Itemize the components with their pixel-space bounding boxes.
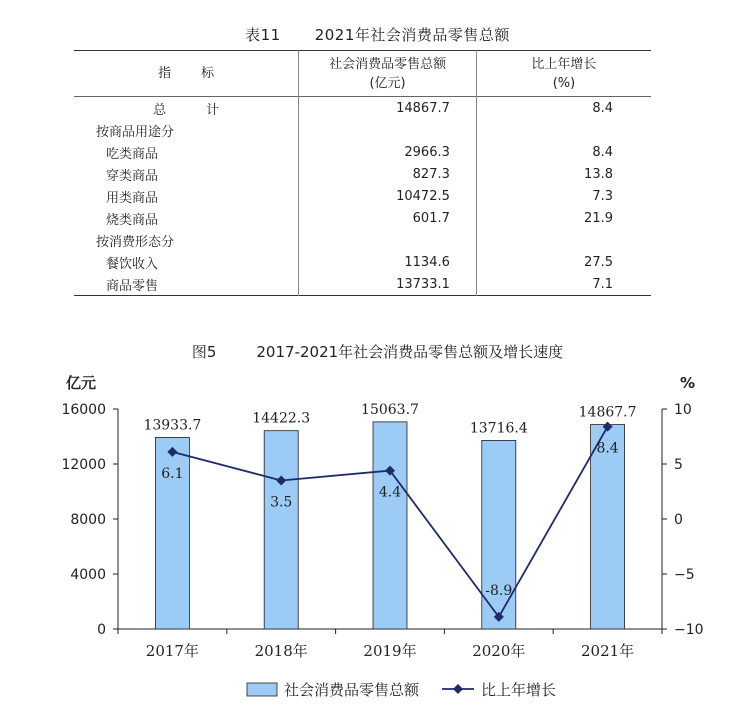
- table-caption: [0, 24, 755, 45]
- legend-line-marker: [453, 684, 463, 694]
- right-tick-label: 0: [674, 512, 683, 528]
- table-row: [74, 251, 651, 273]
- row-label: 商品零售: [106, 278, 159, 294]
- legend-bar-label: 社会消费品零售总额: [284, 681, 420, 699]
- legend-bar-swatch: [247, 683, 277, 696]
- figure-caption-number: 图5: [191, 343, 217, 361]
- row-label: 按消费形态分: [96, 234, 175, 250]
- row-sales-value: 827.3: [299, 163, 477, 185]
- left-tick-label: 8000: [70, 512, 106, 528]
- table-caption-title: 2021年社会消费品零售总额: [314, 26, 510, 44]
- growth-value-label: -8.9: [485, 582, 513, 599]
- table-row: [74, 185, 651, 207]
- header-total-sales-title: 社会消费品零售总额: [329, 56, 447, 72]
- row-growth-value: 13.8: [476, 163, 651, 185]
- table-row: [74, 97, 651, 120]
- row-label: 按商品用途分: [96, 124, 175, 140]
- row-growth-value: [476, 229, 651, 251]
- x-tick-label: 2021年: [581, 642, 635, 660]
- table-header-row: [74, 51, 651, 97]
- left-tick-label: 12000: [61, 457, 106, 473]
- header-growth-title: 比上年增长: [531, 56, 597, 72]
- growth-value-label: 8.4: [596, 440, 619, 457]
- row-label: 餐饮收入: [106, 256, 159, 272]
- right-tick-label: 10: [674, 402, 692, 418]
- row-growth-value: 7.1: [476, 273, 651, 296]
- header-total-sales: [299, 51, 477, 97]
- row-sales-value: 14867.7: [299, 97, 477, 120]
- left-tick-label: 4000: [70, 567, 106, 583]
- table-row: [74, 163, 651, 185]
- left-tick-label: 0: [97, 622, 106, 638]
- row-sales-value: 2966.3: [299, 141, 477, 163]
- right-tick-label: −5: [674, 567, 695, 583]
- row-sales-value: 1134.6: [299, 251, 477, 273]
- right-axis-label: %: [680, 374, 696, 392]
- table-row: [74, 119, 651, 141]
- header-total-sales-unit: (亿元): [369, 75, 406, 91]
- x-tick-label: 2020年: [472, 642, 526, 660]
- left-axis-label: 亿元: [66, 374, 97, 392]
- row-sales-value: 13733.1: [299, 273, 477, 296]
- figure-caption-title: 2017-2021年社会消费品零售总额及增长速度: [256, 343, 564, 361]
- row-growth-value: 27.5: [476, 251, 651, 273]
- bar: [264, 431, 298, 629]
- growth-value-label: 3.5: [270, 494, 293, 511]
- legend-line-label: 比上年增长: [481, 681, 557, 699]
- growth-value-label: 4.4: [378, 484, 402, 501]
- retail-sales-chart: [0, 360, 755, 721]
- retail-sales-table: [74, 50, 651, 296]
- x-tick-label: 2019年: [363, 642, 417, 660]
- bar-value-label: 14422.3: [252, 410, 311, 427]
- growth-value-label: 6.1: [161, 465, 184, 482]
- row-growth-value: 21.9: [476, 207, 651, 229]
- row-label: 吃类商品: [106, 146, 159, 162]
- bar-value-label: 13716.4: [469, 420, 528, 437]
- row-label: 总计: [153, 102, 260, 118]
- x-tick-label: 2018年: [254, 642, 308, 660]
- right-tick-label: −10: [674, 622, 704, 638]
- left-tick-label: 16000: [61, 402, 106, 418]
- row-sales-value: [299, 229, 477, 251]
- row-sales-value: [299, 119, 477, 141]
- bar-value-label: 14867.7: [578, 404, 637, 421]
- header-indicator: 指标: [158, 66, 245, 81]
- row-label: 用类商品: [106, 190, 159, 206]
- row-growth-value: 7.3: [476, 185, 651, 207]
- x-tick-label: 2017年: [145, 642, 199, 660]
- header-growth: [476, 51, 651, 97]
- row-sales-value: 601.7: [299, 207, 477, 229]
- row-growth-value: 8.4: [476, 141, 651, 163]
- table-caption-number: 表11: [245, 26, 281, 44]
- row-sales-value: 10472.5: [299, 185, 477, 207]
- bar-value-label: 15063.7: [361, 401, 419, 418]
- bar: [373, 422, 407, 629]
- row-label: 烧类商品: [106, 212, 159, 228]
- header-growth-unit: (%): [552, 75, 576, 91]
- row-growth-value: 8.4: [476, 97, 651, 120]
- right-tick-label: 5: [674, 457, 683, 473]
- table-row: [74, 229, 651, 251]
- row-label: 穿类商品: [106, 168, 159, 184]
- bar-value-label: 13933.7: [143, 417, 202, 434]
- table-row: [74, 273, 651, 296]
- table-row: [74, 141, 651, 163]
- table-row: [74, 207, 651, 229]
- row-growth-value: [476, 119, 651, 141]
- figure-caption: [0, 341, 755, 362]
